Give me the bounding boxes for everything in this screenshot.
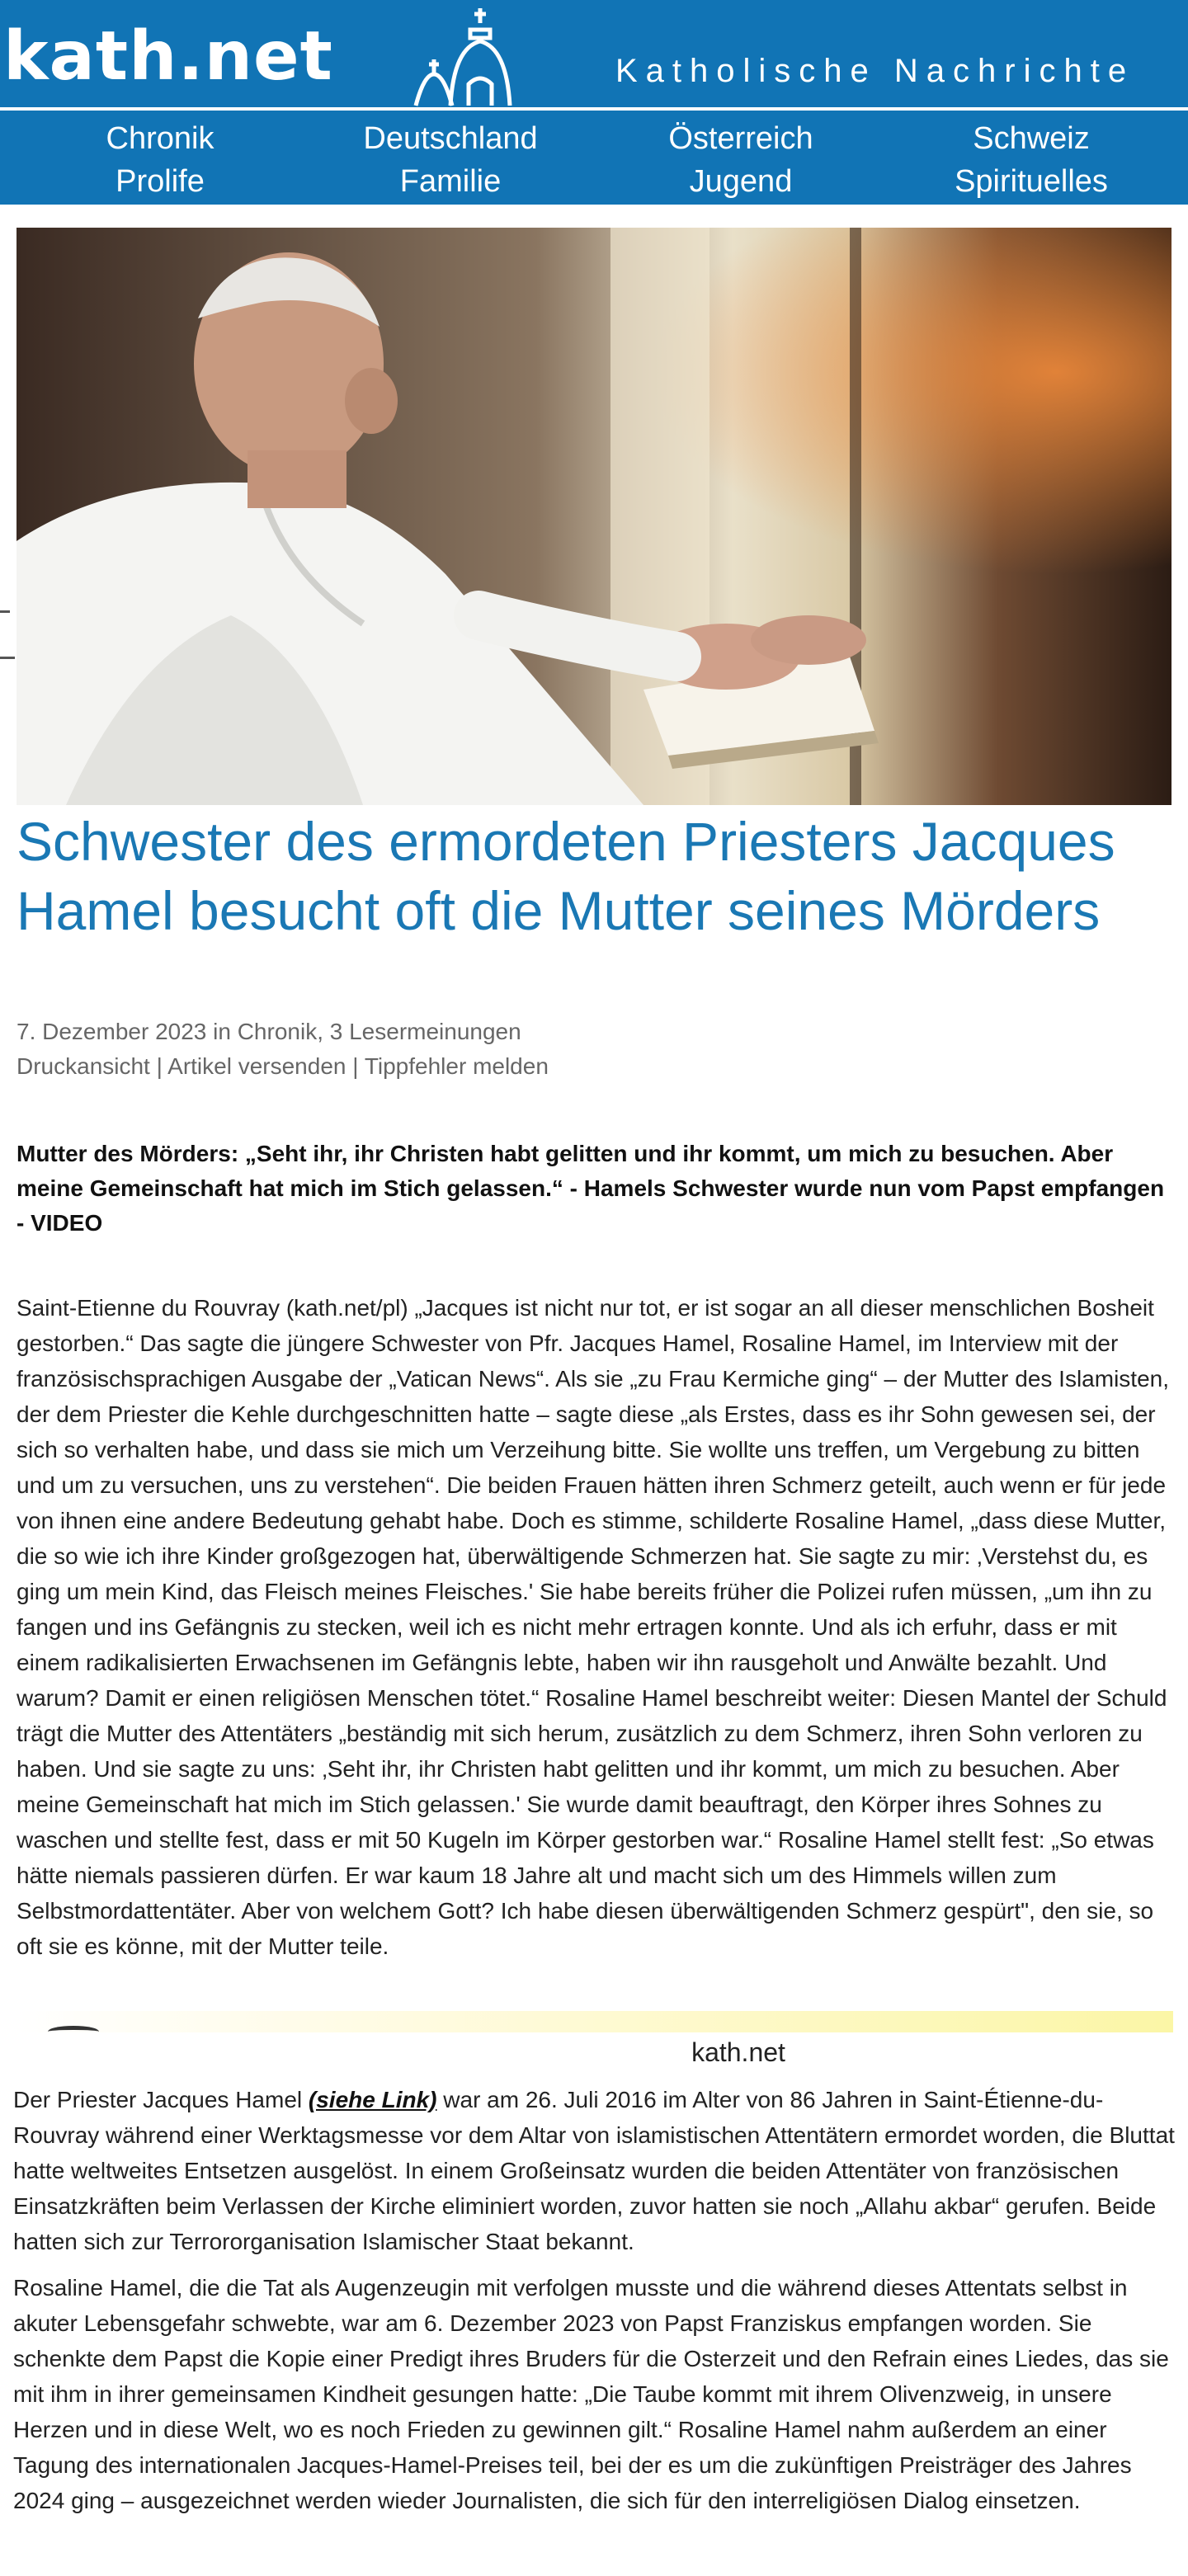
nav-column-3 — [592, 117, 889, 203]
nav-link-schweiz[interactable]: Schweiz — [973, 121, 1090, 156]
header-divider — [0, 107, 1188, 111]
nav-column-4 — [883, 117, 1180, 203]
separator: | — [149, 1053, 168, 1079]
site-header — [0, 0, 1188, 205]
paragraph-2-text-end: war am 26. Juli 2016 im Alter von 86 Jahren in Saint-Étienne-du-Rouvray während einer Werktagsmesse vor dem Altar von islamistischen Attentätern ermordet worden, die Bluttat hatte weltweites Entsetzen ausgelöst. In einem Großeinsatz wurden die beiden Attentäter von französischen Einsatzkräften beim Verlassen der Kirche eliminiert worden, zuvor hatten sie noch „Allahu akbar“ gerufen. Beide hatten sich zur Terrororganisation Islamischer Staat bekannt. — [13, 2087, 1175, 2254]
paragraph-2-text-start: Der Priester Jacques Hamel — [13, 2087, 309, 2112]
article-paragraph-2 — [13, 2082, 1176, 2259]
nav-column-1 — [12, 117, 309, 203]
site-tagline: Katholische Nachrichte — [615, 53, 1135, 89]
nav-column-2 — [302, 117, 599, 203]
report-typo-link[interactable]: Tippfehler melden — [364, 1053, 549, 1079]
see-link[interactable]: (siehe Link) — [308, 2087, 437, 2112]
priest-photo-illustration — [16, 228, 1172, 805]
article-paragraph-1: Saint-Etienne du Rouvray (kath.net/pl) „Jacques ist nicht nur tot, er ist sogar an all dieser menschlichen Bosheit gestorben.“ Das sagte die jüngere Schwester von Pfr. Jacques Hamel, Rosaline Hamel, im Interview mit der französischsprachigen Ausgabe der „Vatican News“. Als sie „zu Frau Kermiche ging“ – der Mutter des Islamisten, der dem Priester die Kehle durchgeschnitten hatte – sagte diese „als Erstes, dass es ihr Sohn gewesen sei, der sich so verhalten habe, und dass sie mich um Verzeihung bitte. Sie wollte uns treffen, um Vergebung zu bitten und um zu versuchen, uns zu verstehen“. Die beiden Frauen hätten ihren Schmerz geteilt, auch wenn er für jede von ihnen eine andere Bedeutung gehabt habe. Doch es stimme, schilderte Rosaline Hamel, „dass diese Mutter, die so wie ich ihre Kinder großgezogen hat, überwältigende Schmerzen hat. Sie sagte zu mir: ‚Verstehst du, es ging um mein Kind, das Fleisch meines Fleisches.' Sie habe bereits früher die Polizei rufen müssen, „um ihn zu fangen und ins Gefängnis zu stecken, weil ich es nicht mehr ertragen konnte. Und als ich erfuhr, dass er mit einem radikalisierten Erwachsenen im Gefängnis lebte, haben wir ihn rausgeholt und Anwälte bezahlt. Und warum? Damit er einen religiösen Menschen tötet.“ Rosaline Hamel beschreibt weiter: Diesen Mantel der Schuld trägt die Mutter des Attentäters „beständig mit sich herum, zusätzlich zu dem Schmerz, ihren Sohn verloren zu haben. Und sie sagte zu uns: ‚Seht ihr, ihr Christen habt gelitten und ihr kommt, um mich zu besuchen. Aber meine Gemeinschaft hat mich im Stich gelassen.' Sie wurde damit beauftragt, den Körper ihres Sohnes zu waschen und stellte fest, dass er mit 50 Kugeln im Körper gestorben war.“ Rosaline Hamel stellt fest: „So etwas hätte niemals passieren dürfen. Er war kaum 18 Jahre alt und macht sich um des Himmels willen zum Selbstmordattentäter. Aber von welchem Gott? Ich habe diesen überwältigenden Schmerz gespürt", den sie, so oft sie es könne, mit der Mutter teile. — [16, 1295, 1169, 1959]
main-navigation — [0, 117, 1188, 205]
separator: | — [346, 1053, 365, 1079]
nav-link-deutschland[interactable]: Deutschland — [363, 121, 538, 156]
video-source-label: kath.net — [691, 2037, 785, 2067]
nav-link-chronik[interactable]: Chronik — [106, 121, 214, 156]
video-embed-strip[interactable] — [16, 2011, 1173, 2032]
nav-link-oesterreich[interactable]: Österreich — [668, 121, 813, 156]
article-paragraph-3: Rosaline Hamel, die die Tat als Augenzeugin mit verfolgen musste und die während dieses Attentats selbst in akuter Lebensgefahr schwebte, war am 6. Dezember 2023 von Papst Franziskus empfangen worden. Sie schenkte dem Papst die Kopie einer Predigt ihres Bruders für die Osterzeit und den Refrain eines Liedes, das sie mit ihm in ihrer gemeinsamen Kindheit gesungen hatte: „Die Taube kommt mit ihrem Olivenzweig, in unsere Herzen und in diese Welt, wo es noch Frieden zu gewinnen gilt.“ Rosaline Hamel nahm außerdem an einer Tagung des internationalen Jacques-Hamel-Preises teil, bei der es um die zukünftigen Preisträger des Jahres 2024 ging – ausgezeichnet werden wieder Journalisten, die sich für den interreligiösen Dialog einsetzen. — [13, 2275, 1169, 2513]
nav-link-prolife[interactable]: Prolife — [116, 164, 205, 199]
nav-link-familie[interactable]: Familie — [399, 164, 502, 199]
article-title: Schwester des ermordeten Priesters Jacques Hamel besucht oft die Mutter seines Mörders — [16, 811, 1115, 941]
church-dome-icon — [394, 5, 535, 107]
edge-mark — [0, 657, 15, 659]
article-tools — [16, 1053, 549, 1081]
send-article-link[interactable]: Artikel versenden — [167, 1053, 346, 1079]
print-view-link[interactable]: Druckansicht — [16, 1053, 150, 1079]
nav-link-spirituelles[interactable]: Spirituelles — [955, 164, 1108, 199]
site-logo[interactable]: kath.net — [3, 17, 333, 96]
article-lead: Mutter des Mörders: „Seht ihr, ihr Christen habt gelitten und ihr kommt, um mich zu besuchen. Aber meine Gemeinschaft hat mich im Stich gelassen.“ - Hamels Schwester wurde nun vom Papst empfangen - VIDEO — [16, 1141, 1165, 1236]
video-thumbnail-edge — [48, 2026, 99, 2037]
article-meta: 7. Dezember 2023 in Chronik, 3 Lesermeinungen — [16, 1019, 521, 1044]
edge-mark — [0, 610, 10, 613]
nav-link-jugend[interactable]: Jugend — [689, 164, 793, 199]
article-hero-image — [16, 228, 1172, 805]
